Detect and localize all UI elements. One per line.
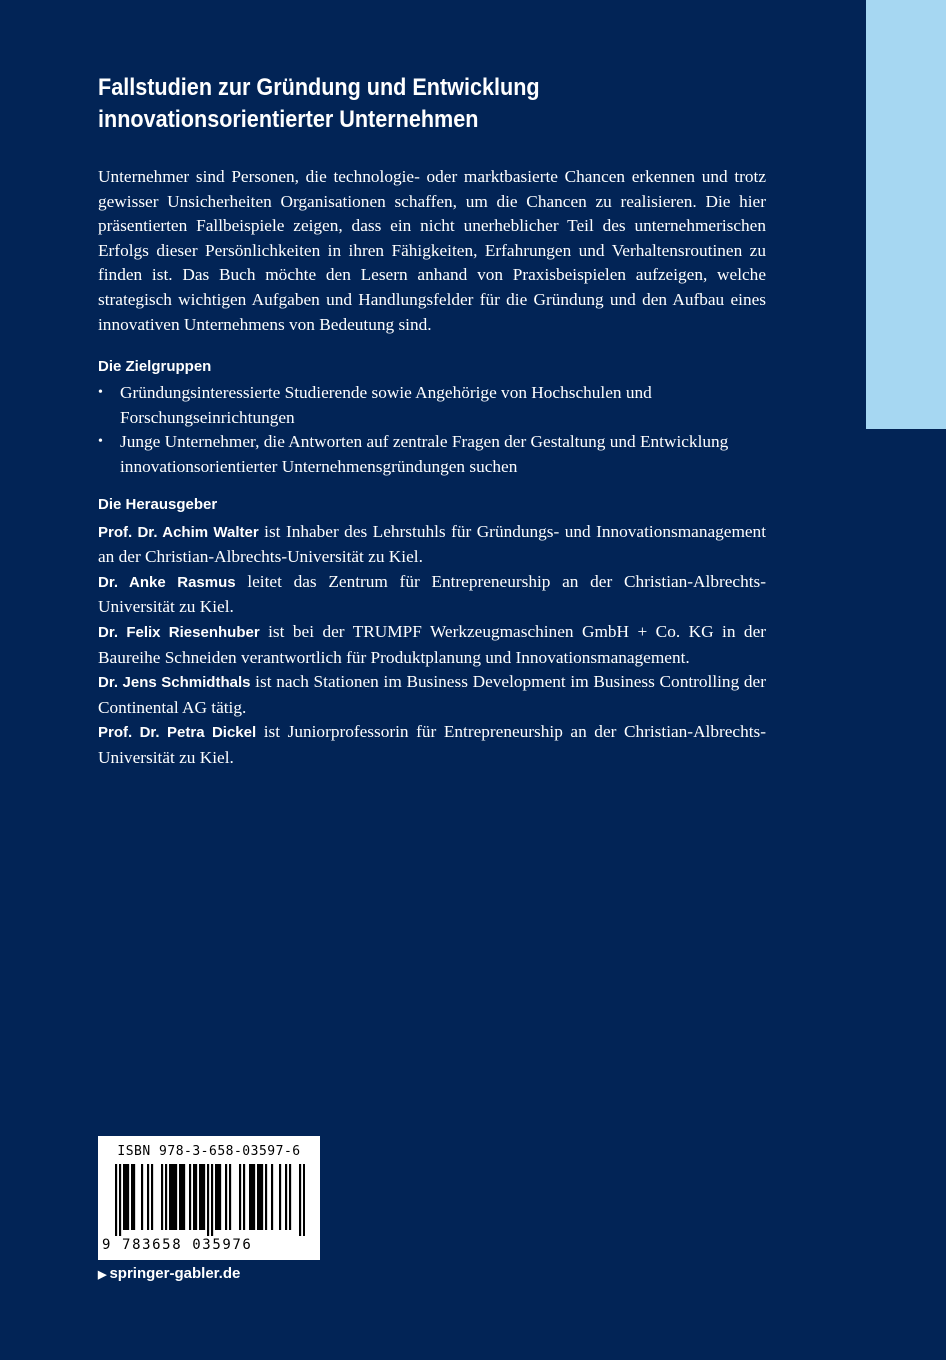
editor-name: Dr. Felix Riesenhuber — [98, 623, 260, 641]
barcode-bar — [189, 1164, 191, 1230]
barcode-bar — [251, 1164, 253, 1230]
barcode-bar — [141, 1164, 143, 1230]
editor-description: ist Inhaber des Lehrstuhls für Gründungs- und Innovationsmanagement an der Christian-Albrechts-Universität zu Kiel. — [98, 521, 766, 567]
triangle-arrow-icon: ▶ — [98, 1269, 107, 1281]
editor-name: Prof. Dr. Petra Dickel — [98, 724, 257, 742]
editor-entry — [98, 520, 766, 570]
barcode-bar — [217, 1164, 219, 1230]
zielgruppen-heading: Die Zielgruppen — [98, 358, 212, 376]
list-item — [98, 381, 766, 430]
website-label: springer-gabler.de — [109, 1265, 241, 1282]
barcode-icon — [115, 1164, 305, 1236]
barcode-bar — [119, 1164, 121, 1236]
barcode-bar — [179, 1164, 181, 1230]
barcode-bar — [203, 1164, 205, 1230]
editor-description: ist nach Stationen im Business Development im Business Controlling der Continental AG tätig. — [98, 672, 766, 717]
editor-entry — [98, 720, 766, 770]
barcode-bar — [147, 1164, 149, 1230]
barcode-bar — [195, 1164, 197, 1230]
barcode-bar — [199, 1164, 201, 1230]
isbn-label: ISBN 978-3-658-03597-6 — [117, 1144, 301, 1159]
barcode-bar — [131, 1164, 133, 1230]
barcode-bar — [133, 1164, 135, 1230]
back-cover-content — [98, 72, 766, 770]
editor-name: Prof. Dr. Achim Walter — [98, 523, 259, 541]
barcode-box — [98, 1136, 320, 1260]
barcode-bar — [171, 1164, 173, 1230]
book-title-line2: innovationsorientierter Unternehmen — [98, 106, 479, 133]
barcode-bar — [219, 1164, 221, 1230]
barcode-bar — [115, 1164, 117, 1236]
barcode-bar — [151, 1164, 153, 1230]
list-item-text: Junge Unternehmer, die Antworten auf zentrale Fragen der Gestaltung und Entwicklung innovationsorientierter Unternehmensgründungen suchen — [120, 432, 729, 476]
barcode-bar — [279, 1164, 281, 1230]
barcode-bar — [207, 1164, 209, 1236]
bullet-icon: • — [98, 385, 103, 401]
book-title-line1: Fallstudien zur Gründung und Entwicklung — [98, 74, 540, 101]
barcode-bar — [169, 1164, 171, 1230]
editor-entry — [98, 570, 766, 620]
book-title — [98, 72, 699, 136]
intro-paragraph: Unternehmer sind Personen, die technologie- oder marktbasierte Chancen erkennen und trotz gewisser Unsicherheiten Organisationen schaffen, um die Chancen zu realisieren. Die hier präsentierten Fallbeispiele zeigen, dass ein nicht unerheblicher Teil des unternehmerischen Erfolgs dieser Persönlichkeiten in ihren Fähigkeiten, Erfahrungen und Verhaltensroutinen zu finden ist. Das Buch möchte den Lesern anhand von Praxisbeispielen aufzeigen, welche strategisch wichtigen Aufgaben und Handlungsfelder für die Gründung und den Aufbau eines innovativen Unternehmens von Bedeutung sind. — [98, 167, 766, 334]
editor-description: ist bei der TRUMPF Werkzeugmaschinen GmbH + Co. KG in der Baureihe Schneiden verantwortlich für Produktplanung und Innovationsmanagement. — [98, 621, 766, 667]
barcode-bar — [253, 1164, 255, 1230]
barcode-bar — [127, 1164, 129, 1230]
editor-name: Dr. Jens Schmidthals — [98, 674, 251, 692]
list-item — [98, 430, 766, 479]
barcode-bar — [215, 1164, 217, 1230]
barcode-bar — [285, 1164, 287, 1230]
barcode-digits: 9 783658 035976 — [102, 1237, 253, 1253]
barcode-bar — [257, 1164, 259, 1230]
barcode-bar — [303, 1164, 305, 1236]
bullet-icon: • — [98, 434, 103, 450]
barcode-bar — [249, 1164, 251, 1230]
zielgruppen-list — [98, 381, 766, 479]
barcode-bar — [125, 1164, 127, 1230]
editor-entry — [98, 670, 766, 720]
herausgeber-heading: Die Herausgeber — [98, 495, 218, 513]
barcode-bar — [289, 1164, 291, 1230]
website-link[interactable] — [98, 1265, 240, 1282]
barcode-bar — [225, 1164, 227, 1230]
barcode-bar — [239, 1164, 241, 1230]
barcode-bar — [211, 1164, 213, 1236]
barcode-bar — [183, 1164, 185, 1230]
barcode-bar — [201, 1164, 203, 1230]
barcode-bar — [181, 1164, 183, 1230]
barcode-bar — [175, 1164, 177, 1230]
list-item-text: Gründungsinteressierte Studierende sowie Angehörige von Hochschulen und Forschungseinrichtungen — [120, 383, 652, 427]
barcode-bar — [243, 1164, 245, 1230]
barcode-bar — [161, 1164, 163, 1230]
barcode-bar — [271, 1164, 273, 1230]
editor-description: ist Juniorprofessorin für Entrepreneurship an der Christian-Albrechts-Universität zu Kiel. — [98, 722, 767, 767]
editor-entry — [98, 620, 766, 670]
barcode-bar — [259, 1164, 261, 1230]
barcode-bar — [123, 1164, 125, 1230]
barcode-bar — [165, 1164, 167, 1230]
barcode-bar — [265, 1164, 267, 1230]
barcode-bar — [261, 1164, 263, 1230]
barcode-bar — [193, 1164, 195, 1230]
editor-name: Dr. Anke Rasmus — [98, 573, 236, 591]
accent-strip — [866, 0, 946, 429]
barcode-bar — [173, 1164, 175, 1230]
barcode-bar — [299, 1164, 301, 1236]
editor-description: leitet das Zentrum für Entrepreneurship an der Christian-Albrechts-Universität zu Kiel. — [98, 571, 766, 617]
barcode-bar — [229, 1164, 231, 1230]
